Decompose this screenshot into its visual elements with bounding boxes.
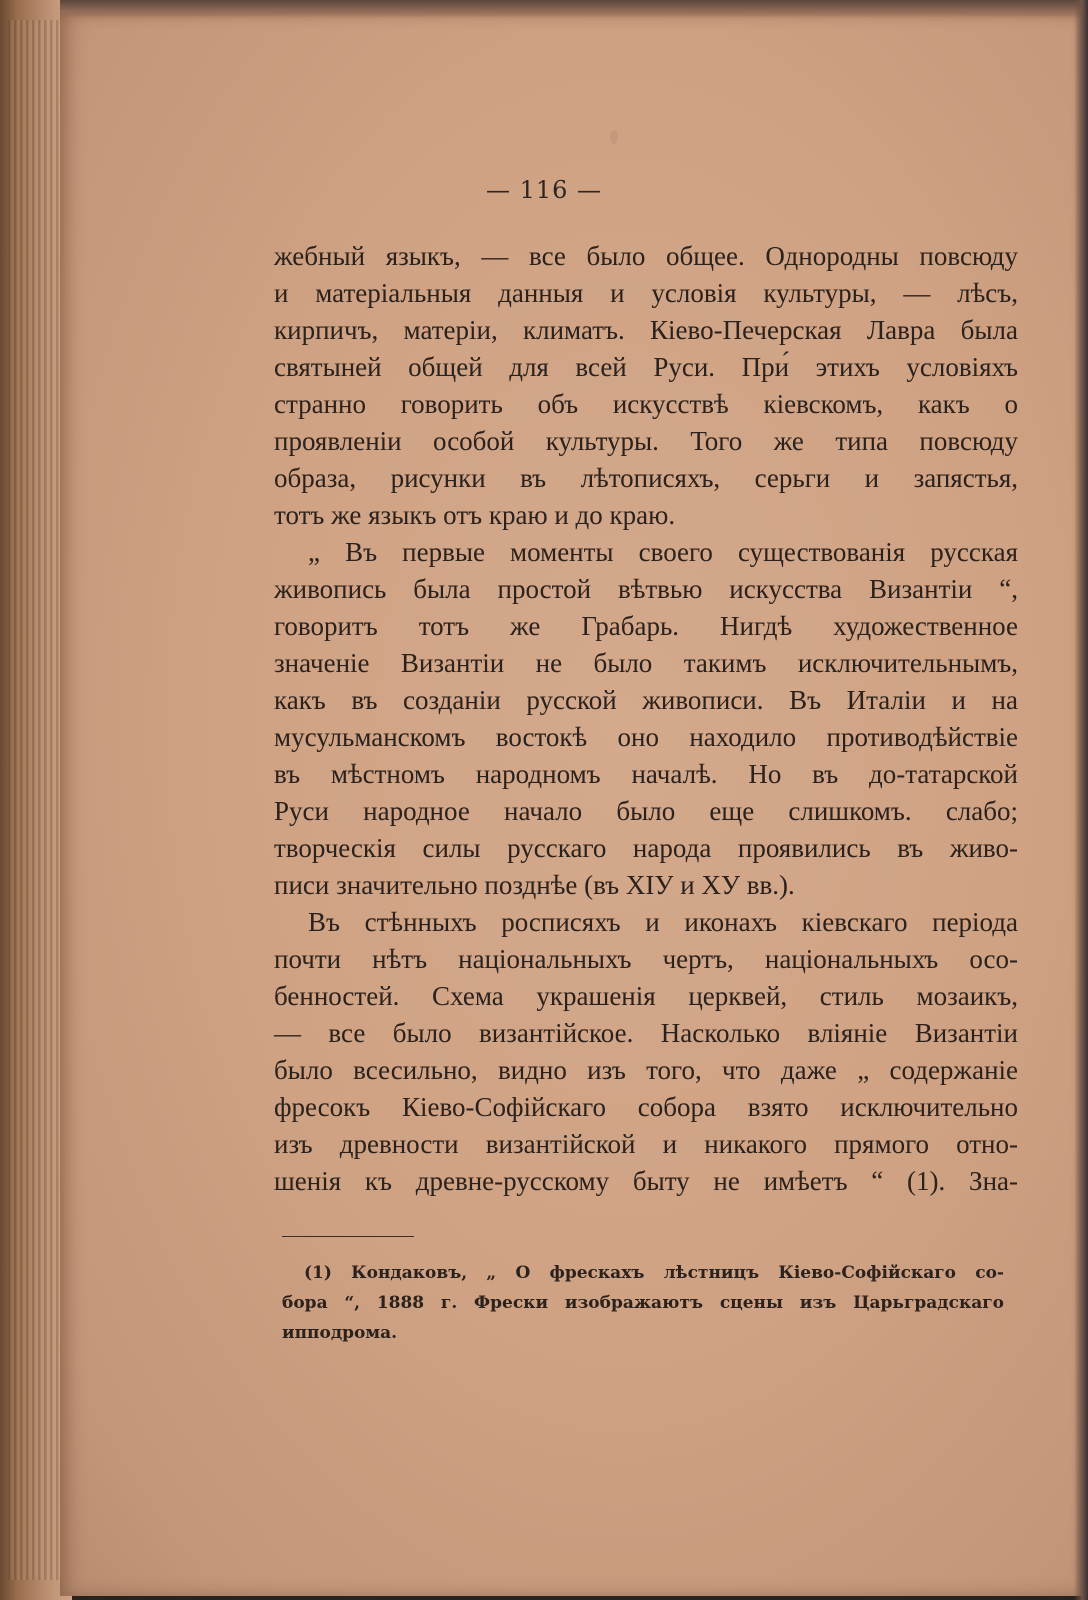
footnote-line: бора “, 1888 г. Фрески изображаютъ сцены изъ Царьградскаго: [282, 1293, 1004, 1313]
text-line: бенностей. Схема украшенія церквей, стиль мозаикъ,: [274, 981, 1018, 1011]
text-line: кирпичъ, матеріи, климатъ. Кіево-Печерская Лавра была: [274, 315, 1018, 345]
text-line: какъ въ созданіи русской живописи. Въ Италіи и на: [274, 685, 1018, 715]
text-line: мусульманскомъ востокѣ оно находило противодѣйствіе: [274, 722, 1018, 752]
text-line: образа, рисунки въ лѣтописяхъ, серьги и запястья,: [274, 463, 1018, 493]
page-number: — 116 —: [485, 176, 603, 204]
text-line: въ мѣстномъ народномъ началѣ. Но въ до-татарской: [274, 759, 1018, 789]
text-line: тотъ же языкъ отъ краю и до краю.: [274, 500, 676, 530]
paper-speck: [610, 130, 618, 144]
text-line: фресокъ Кіево-Софійскаго собора взято исключительно: [274, 1092, 1018, 1122]
text-line: странно говорить объ искусствѣ кіевскомъ, какъ о: [274, 389, 1018, 419]
text-line: писи значительно позднѣе (въ XIУ и XУ вв.).: [274, 870, 795, 900]
text-line: творческія силы русскаго народа проявились въ живо-: [274, 833, 1018, 863]
text-line: — все было византійское. Насколько вліяніе Византіи: [274, 1018, 1018, 1048]
text-line: шенія къ древне-русскому быту не имѣетъ “ (1). Зна-: [274, 1166, 1018, 1196]
top-edge-shadow: [60, 0, 1088, 18]
body-text: [274, 238, 1018, 1200]
page-edges: [8, 20, 68, 1580]
footnote-line: (1) Кондаковъ, „ О фрескахъ лѣстницъ Кіево-Софійскаго со-: [304, 1263, 1004, 1283]
text-line: живопись была простой вѣтвью искусства Византіи “,: [274, 574, 1018, 604]
text-line: жебный языкъ, — все было общее. Однородны повсюду: [274, 241, 1018, 271]
text-line: святыней общей для всей Руси. При́ этихъ условіяхъ: [274, 352, 1018, 382]
text-line: Въ стѣнныхъ росписяхъ и иконахъ кіевскаго період‌а: [308, 907, 1018, 937]
text-line: говоритъ тотъ же Грабарь. Нигдѣ художественное: [274, 611, 1018, 641]
footnote-line: ипподрома.: [282, 1323, 398, 1343]
text-line: „ Въ первые моменты своего существованія русская: [308, 537, 1018, 567]
right-edge-shadow: [1074, 0, 1088, 1600]
footnote-divider: [282, 1236, 414, 1237]
text-line: Руси народное начало было еще слишкомъ. слабо;: [274, 796, 1018, 826]
text-line: проявленіи особой культуры. Того же типа повсюду: [274, 426, 1018, 456]
text-line: изъ древности византійской и никакого прямого отно-: [274, 1129, 1018, 1159]
text-line: почти нѣтъ національныхъ чертъ, національныхъ осо-: [274, 944, 1018, 974]
text-line: значеніе Византіи не было такимъ исключительнымъ,: [274, 648, 1018, 678]
text-line: было всесильно, видно изъ того, что даже „ содержаніе: [274, 1055, 1018, 1085]
footnote: [282, 1258, 1004, 1348]
text-line: и матеріальныя данныя и условія культуры, — лѣсъ,: [274, 278, 1018, 308]
